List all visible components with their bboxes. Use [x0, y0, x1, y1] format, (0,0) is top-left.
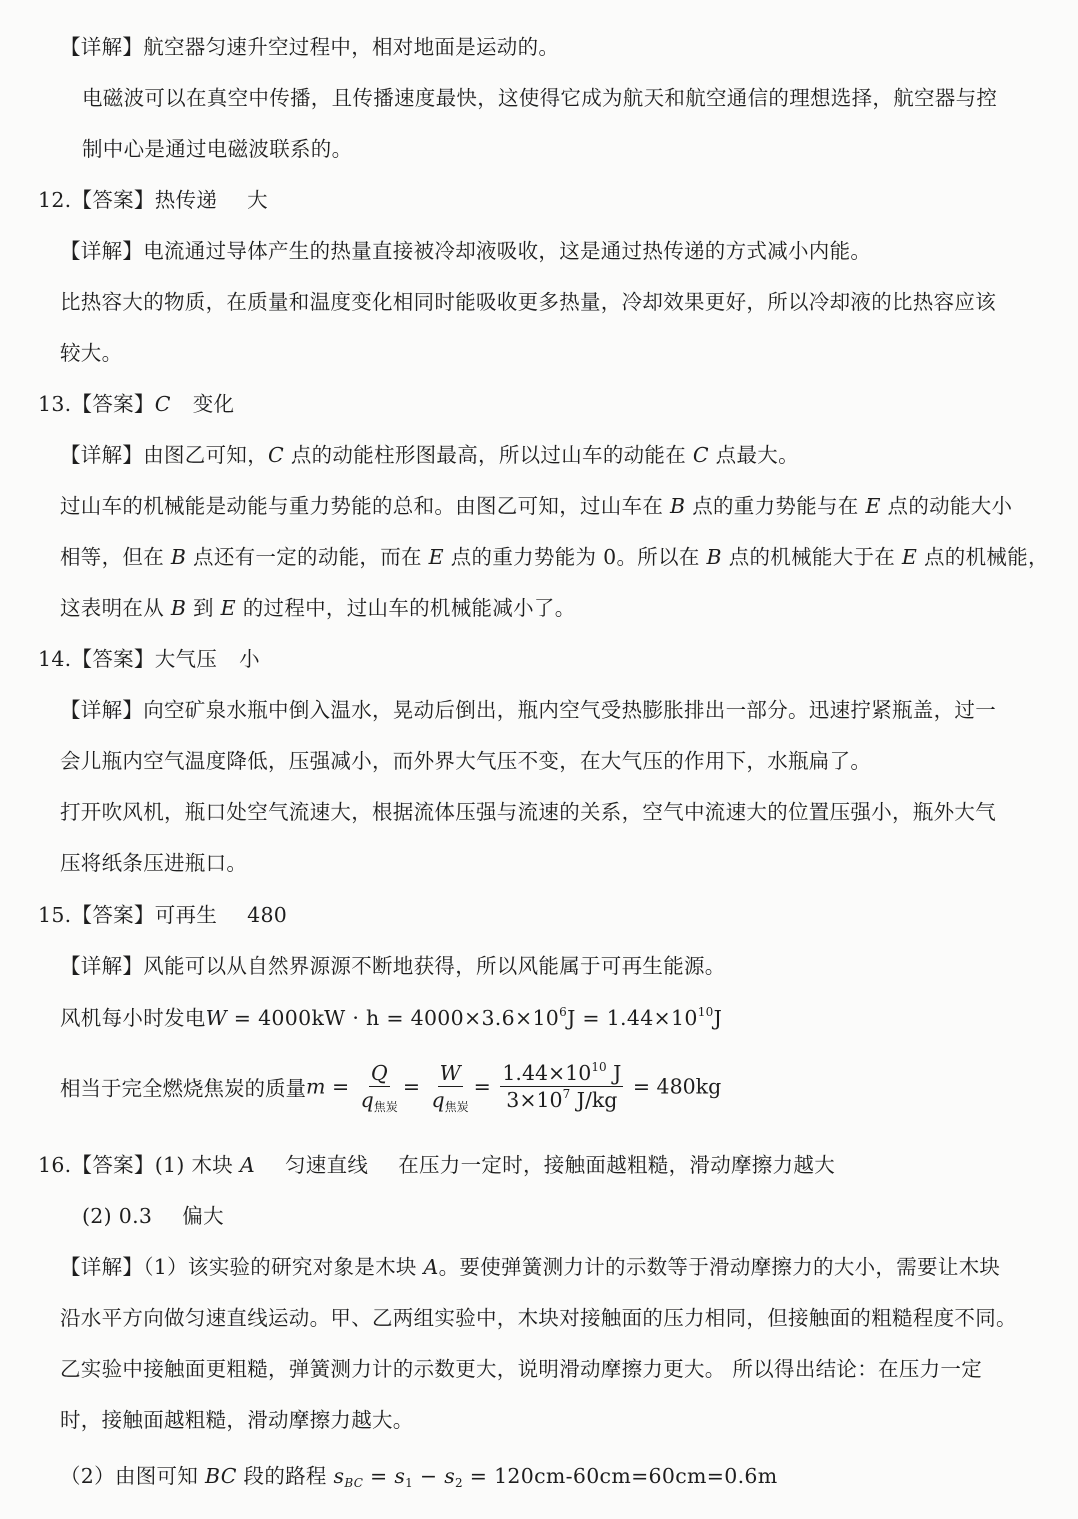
fraction-q-over-q: $\frac{Q}{q_{焦炭}}$: [360, 1061, 398, 1114]
s13-line2: 过山车的机械能是动能与重力势能的总和。由图乙可知，过山车在 B 点的重力势能与在 E 点的动能大小: [60, 494, 1013, 518]
answer-tag: 【答案】: [71, 1153, 155, 1177]
s15-answer-line: 15.【答案】可再生 480: [38, 903, 288, 927]
s12-line2: 比热容大的物质，在质量和温度变化相同时能吸收更多热量，冷却效果更好，所以冷却液的比热容应该: [60, 290, 996, 314]
s14-line4: 压将纸条压进瓶口。: [60, 851, 248, 875]
s15-formula-mass: 相当于完全燃烧焦炭的质量m = $\frac{Q}{q_{焦炭}}$ = $\frac{W}{q_{焦炭}}$ = $\frac{1.44\times 10^{10} J}{3\times 10^7 J/kg}$ = 480kg: [60, 1060, 722, 1114]
s15-formula-energy: 风机每小时发电$W = 4000kW \cdot h = 4000\times 3.6\times 10^6J = 1.44\times 10^{10}J$: [60, 1005, 723, 1030]
s14-line3: 打开吹风机，瓶口处空气流速大，根据流体压强与流速的关系，空气中流速大的位置压强小，瓶外大气: [60, 800, 996, 824]
s16-line5: （2）由图可知 BC 段的路程 $s_{BC} = s_1 - s_2 = 120cm-60cm=60cm=0.6m$: [60, 1464, 778, 1490]
s11-line2: 电磁波可以在真空中传播，且传播速度最快，这使得它成为航天和航空通信的理想选择，航空器与控: [82, 86, 998, 110]
s12-detail-line: 【详解】电流通过导体产生的热量直接被冷却液吸收，这是通过热传递的方式减小内能。: [60, 239, 872, 263]
detail-tag: 【详解】: [60, 1255, 144, 1279]
fraction-w-over-q: $\frac{W}{q_{焦炭}}$: [431, 1061, 469, 1114]
detail-tag: 【详解】: [60, 35, 144, 59]
detail-tag: 【详解】: [60, 954, 144, 978]
s16-answer-line2: (2) 0.3 偏大: [82, 1204, 224, 1228]
question-number: 12.: [38, 188, 72, 212]
s13-detail-line: 【详解】由图乙可知，C 点的动能柱形图最高，所以过山车的动能在 C 点最大。: [60, 443, 799, 467]
s16-answer-line: 16.【答案】(1) 木块 A 匀速直线 在压力一定时，接触面越粗糙，滑动摩擦力越大: [38, 1153, 836, 1177]
s16-line3: 乙实验中接触面更粗糙，弹簧测力计的示数更大，说明滑动摩擦力更大。 所以得出结论：在压力一定: [60, 1357, 983, 1381]
s12-line3: 较大。: [60, 341, 123, 365]
detail-tag: 【详解】: [60, 239, 144, 263]
s13-line3: 相等，但在 B 点还有一定的动能，而在 E 点的重力势能为 0。所以在 B 点的机械能大于在 E 点的机械能，: [60, 545, 1049, 569]
question-number: 13.: [38, 392, 72, 416]
fraction-numeric: $\frac{1.44\times 10^{10} J}{3\times 10^7 J/kg}$: [502, 1060, 622, 1112]
question-number: 14.: [38, 647, 72, 671]
question-number: 15.: [38, 903, 72, 927]
s13-answer-line: 13.【答案】C 变化: [38, 392, 235, 416]
s14-answer-line: 14.【答案】大气压 小: [38, 647, 260, 671]
answer-tag: 【答案】: [71, 903, 155, 927]
s11-detail-line: 【详解】航空器匀速升空过程中，相对地面是运动的。: [60, 35, 560, 59]
s16-detail-line: 【详解】（1）该实验的研究对象是木块 A。要使弹簧测力计的示数等于滑动摩擦力的大小，需要让木块: [60, 1255, 1001, 1279]
answer-tag: 【答案】: [71, 392, 155, 416]
answer-tag: 【答案】: [71, 647, 155, 671]
answer-tag: 【答案】: [71, 188, 155, 212]
s16-line2: 沿水平方向做匀速直线运动。甲、乙两组实验中，木块对接触面的压力相同，但接触面的粗糙程度不同。: [60, 1306, 1017, 1330]
s11-line3: 制中心是通过电磁波联系的。: [82, 137, 353, 161]
s15-detail-line: 【详解】风能可以从自然界源源不断地获得，所以风能属于可再生能源。: [60, 954, 726, 978]
detail-tag: 【详解】: [60, 698, 144, 722]
s12-answer-line: 12.【答案】热传递 大: [38, 188, 268, 212]
s14-detail-line: 【详解】向空矿泉水瓶中倒入温水，晃动后倒出，瓶内空气受热膨胀排出一部分。迅速拧紧瓶盖，过一: [60, 698, 997, 722]
question-number: 16.: [38, 1153, 72, 1177]
s14-line2: 会儿瓶内空气温度降低，压强减小，而外界大气压不变，在大气压的作用下，水瓶扁了。: [60, 749, 872, 773]
detail-tag: 【详解】: [60, 443, 144, 467]
s13-line4: 这表明在从 B 到 E 的过程中，过山车的机械能减小了。: [60, 596, 576, 620]
s16-line4: 时，接触面越粗糙，滑动摩擦力越大。: [60, 1408, 414, 1432]
